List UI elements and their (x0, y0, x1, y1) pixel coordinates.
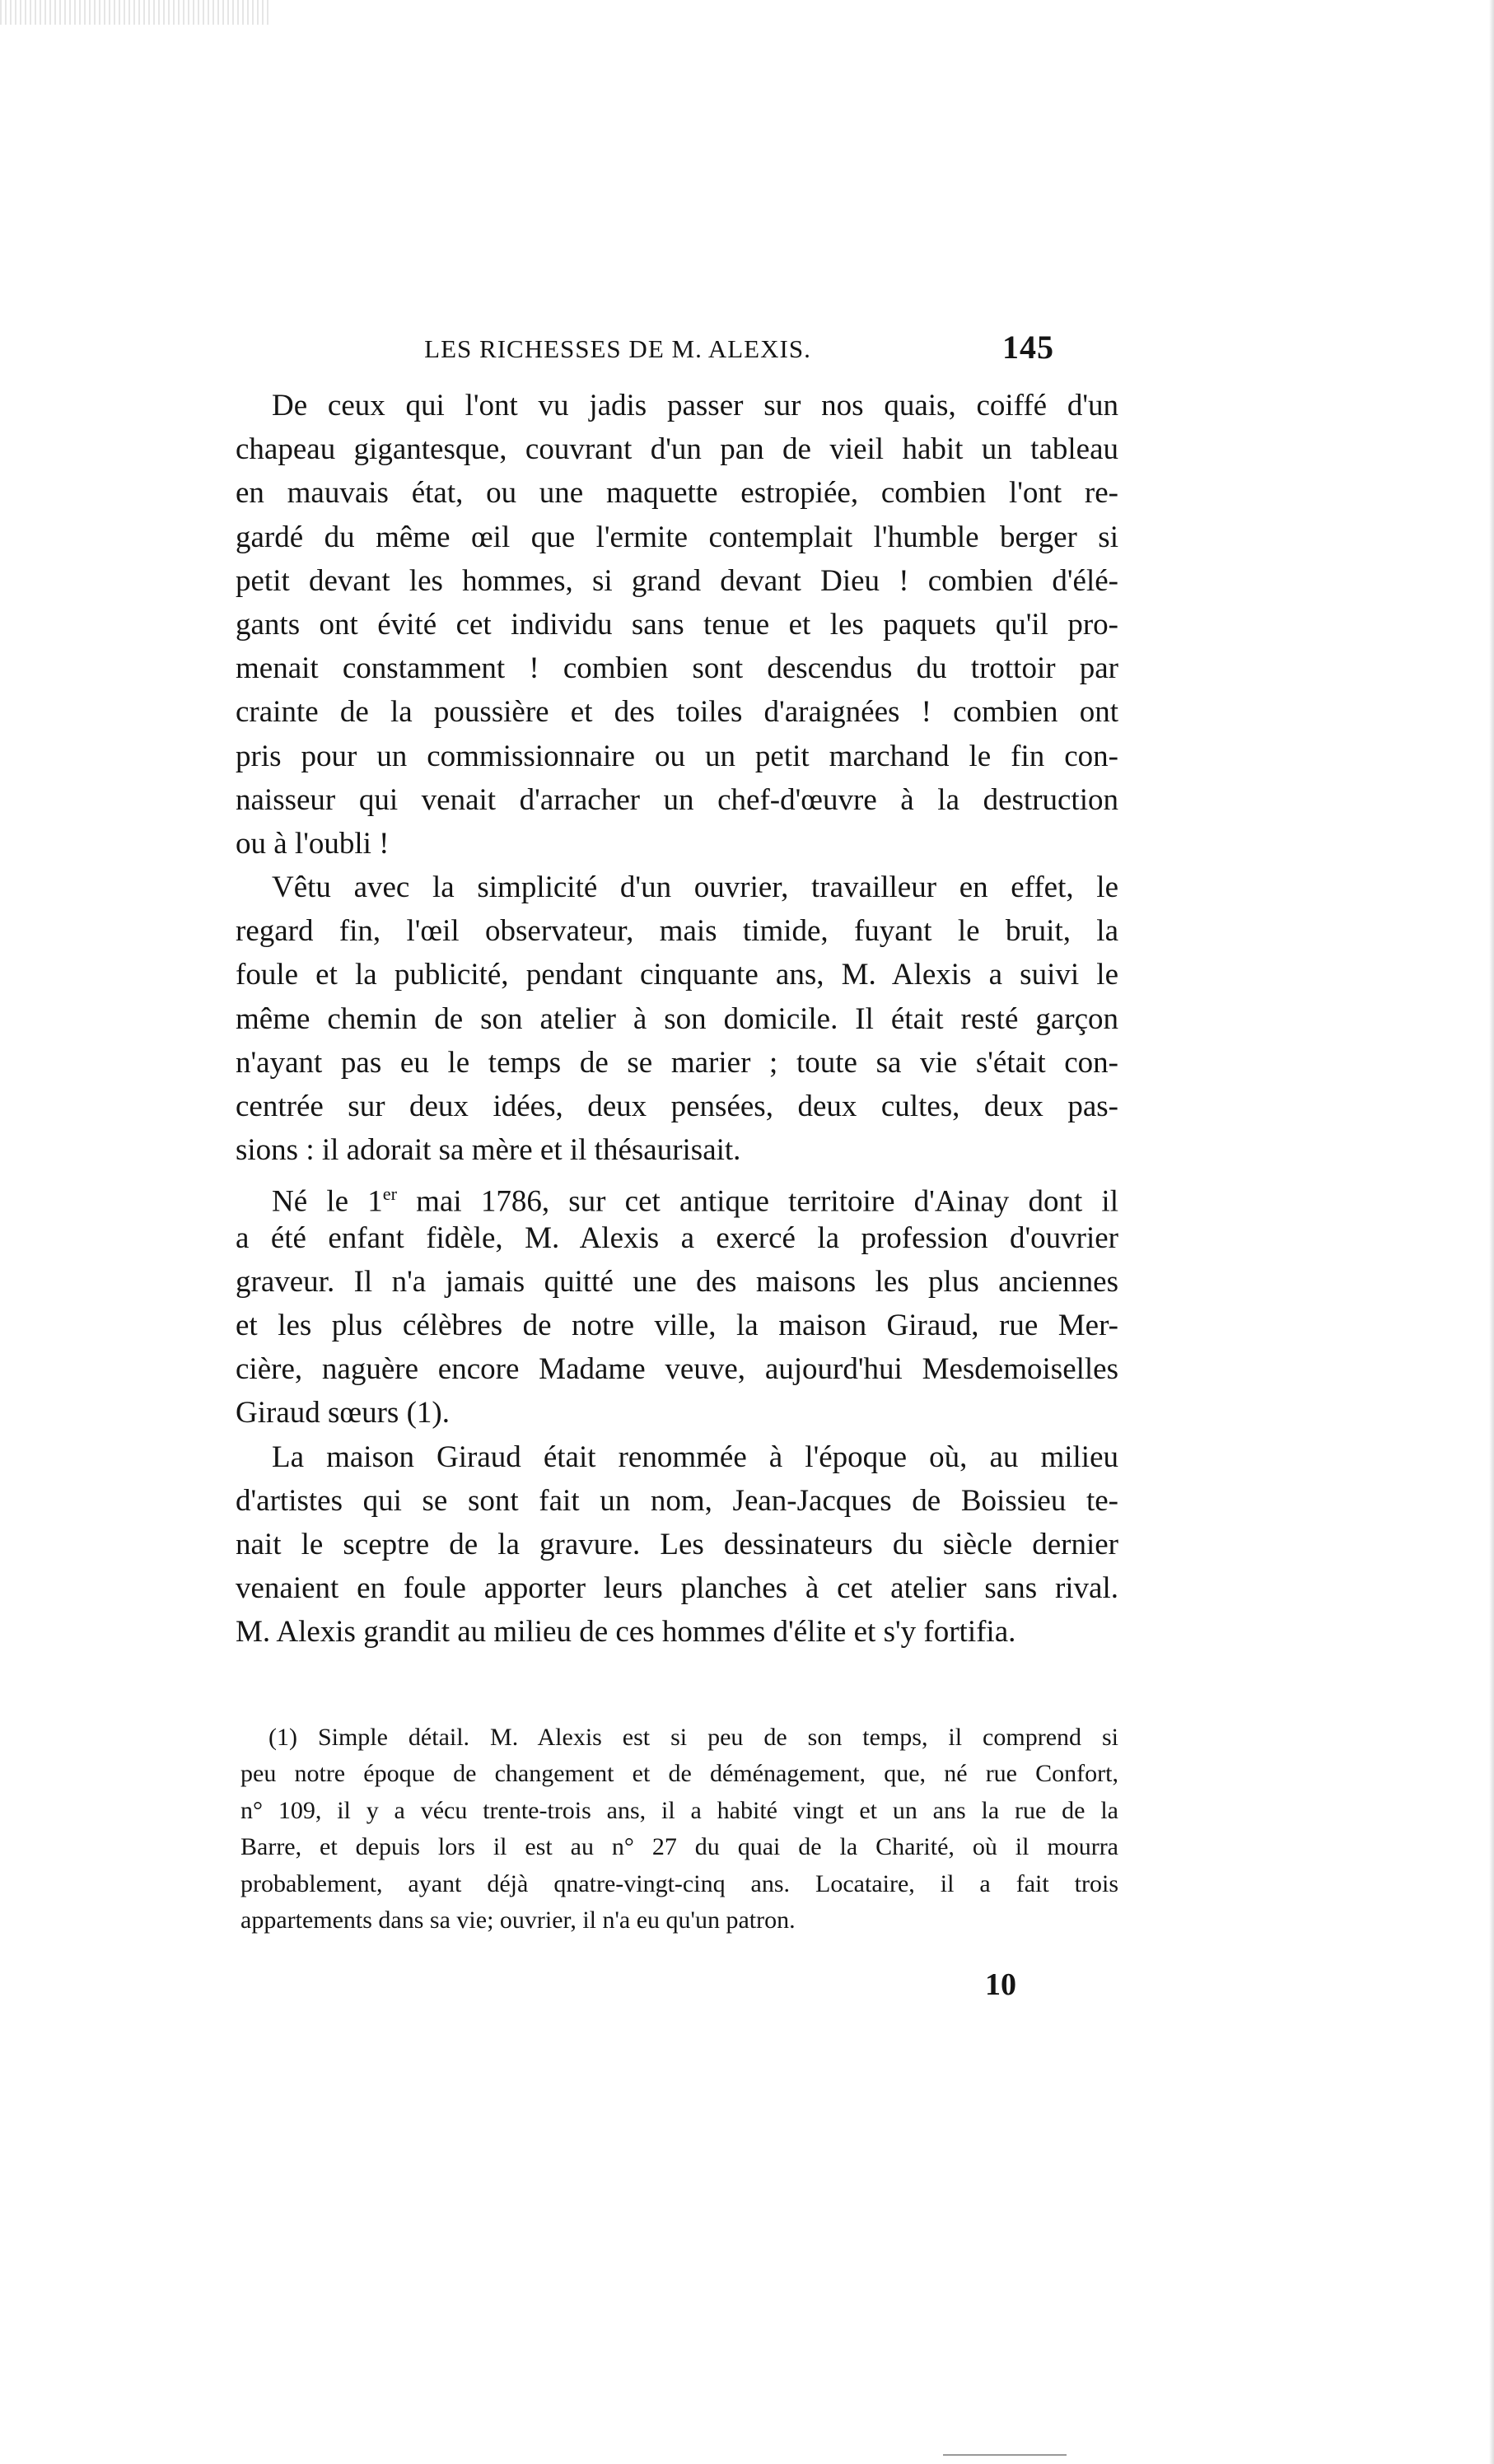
text-line: nait le sceptre de la gravure. Les dessinateurs du siècle dernier (236, 1527, 1118, 1561)
text-line: naisseur qui venait d'arracher un chef-d'œuvre à la destruction (236, 782, 1118, 817)
text-line: foule et la publicité, pendant cinquante ans, M. Alexis a suivi le (236, 958, 1118, 992)
footnote-line: peu notre époque de changement et de déménagement, que, né rue Confort, (240, 1760, 1118, 1788)
text-line: cière, naguère encore Madame veuve, aujourd'hui Mesdemoiselles (236, 1352, 1118, 1387)
footnote-line: probablement, ayant déjà qnatre-vingt-cinq ans. Locataire, il a fait trois (240, 1869, 1118, 1897)
text-line: en mauvais état, ou une maquette estropiée, combien l'ont re- (236, 476, 1118, 511)
footnote-line: Barre, et depuis lors il est au n° 27 du quai de la Charité, où il mourra (240, 1833, 1118, 1861)
text-line: regard fin, l'œil observateur, mais timide, fuyant le bruit, la (236, 914, 1118, 949)
text-line: gardé du même œil que l'ermite contemplait l'humble berger si (236, 520, 1118, 554)
page-edge (1489, 0, 1494, 2464)
text-line: M. Alexis grandit au milieu de ces hommes d'élite et s'y fortifia. (236, 1615, 1016, 1650)
text-line: d'artistes qui se sont fait un nom, Jean-Jacques de Boissieu te- (236, 1483, 1118, 1518)
body-text (236, 384, 1118, 1654)
text-line: centrée sur deux idées, deux pensées, deux cultes, deux pas- (236, 1090, 1118, 1123)
text-line: La maison Giraud était renommée à l'époque où, au milieu (272, 1440, 1118, 1474)
text-line: De ceux qui l'ont vu jadis passer sur nos quais, coiffé d'un (272, 389, 1118, 422)
text-line: Giraud sœurs (1). (236, 1396, 450, 1430)
text-line: et les plus célèbres de notre ville, la maison Giraud, rue Mer- (236, 1308, 1118, 1342)
footnote-line: (1) Simple détail. M. Alexis est si peu de son temps, il comprend si (268, 1724, 1118, 1751)
text-line: menait constamment ! combien sont descendus du trottoir par (236, 651, 1118, 686)
text-line: chapeau gigantesque, couvrant d'un pan de vieil habit un tableau (236, 432, 1118, 467)
text-line: Né le 1er mai 1786, sur cet antique territoire d'Ainay dont il (272, 1183, 1118, 1219)
running-header: LES RICHESSES DE M. ALEXIS. (424, 334, 811, 363)
text-line: ou à l'oubli ! (236, 826, 390, 861)
text-line: graveur. Il n'a jamais quitté une des maisons les plus anciennes (236, 1264, 1118, 1299)
page-number: 145 (1002, 329, 1054, 366)
scan-noise (0, 0, 272, 25)
text-line: crainte de la poussière et des toiles d'araignées ! combien ont (236, 695, 1118, 730)
text-line: même chemin de son atelier à son domicile. Il était resté garçon (236, 1001, 1118, 1036)
text-line: Vêtu avec la simplicité d'un ouvrier, travailleur en effet, le (272, 870, 1118, 905)
footnote-line: appartements dans sa vie; ouvrier, il n'a eu qu'un patron. (240, 1906, 796, 1934)
bottom-rule (943, 2454, 1067, 2456)
footnote-line: n° 109, il y a vécu trente-trois ans, il a habité vingt et un ans la rue de la (240, 1796, 1118, 1824)
text-line: sions : il adorait sa mère et il thésaurisait. (236, 1133, 741, 1168)
text-line: pris pour un commissionnaire ou un petit marchand le fin con- (236, 739, 1118, 773)
text-line: gants ont évité cet individu sans tenue et les paquets qu'il pro- (236, 607, 1118, 642)
footnote (240, 1720, 1118, 1939)
text-line: a été enfant fidèle, M. Alexis a exercé la profession d'ouvrier (236, 1220, 1118, 1255)
signature-mark: 10 (985, 1967, 1016, 2002)
text-line: petit devant les hommes, si grand devant Dieu ! combien d'élé- (236, 563, 1118, 598)
text-line: n'ayant pas eu le temps de se marier ; toute sa vie s'était con- (236, 1045, 1118, 1080)
text-line: venaient en foule apporter leurs planches à cet atelier sans rival. (236, 1571, 1118, 1606)
